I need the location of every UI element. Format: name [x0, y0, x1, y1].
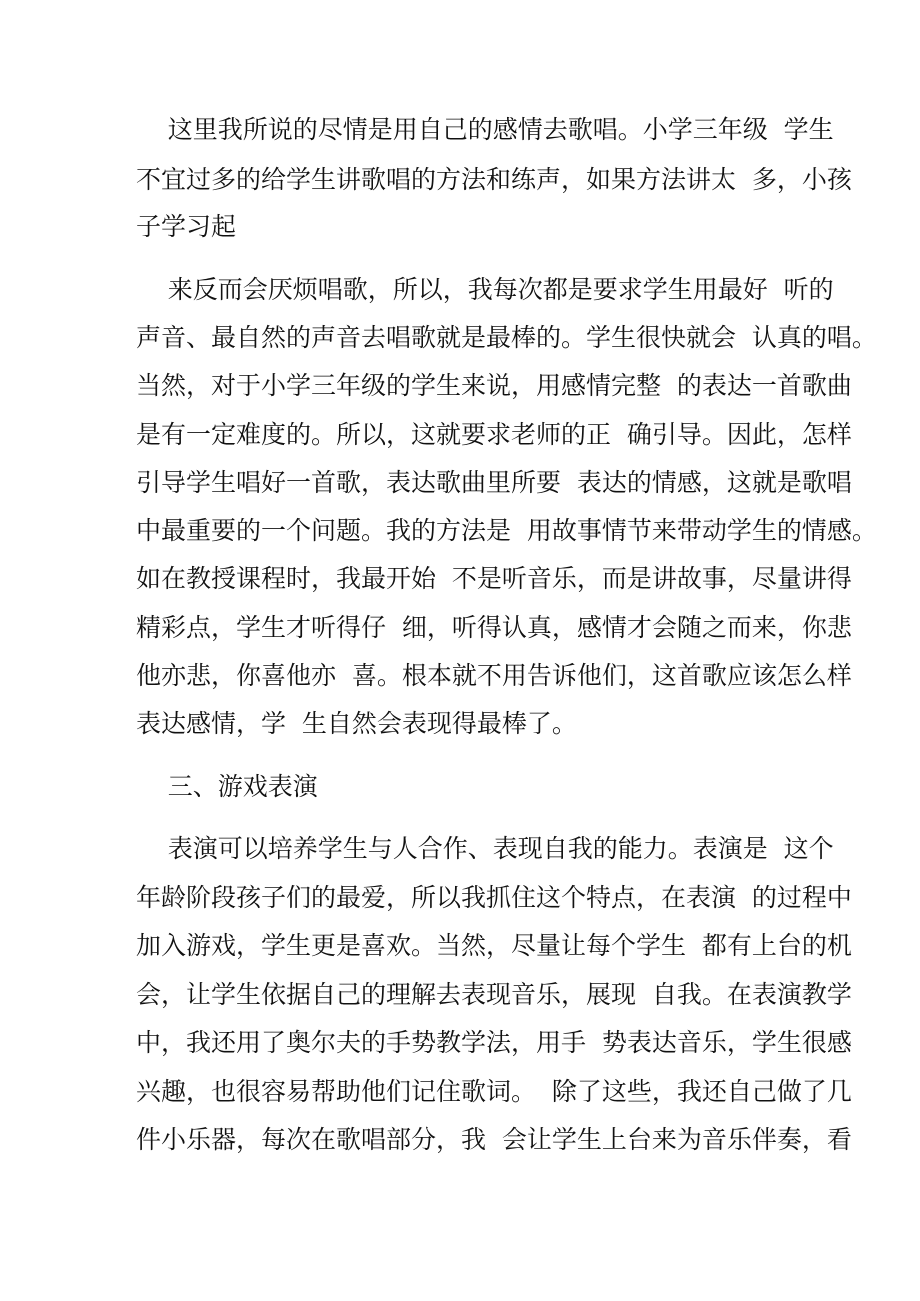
- paragraph-3-line-2: 年龄阶段孩子们的最爱，所以我抓住这个特点，在表演 的过程中: [136, 883, 852, 912]
- paragraph-2-line-5: 引导学生唱好一首歌，表达歌曲里所要 表达的情感，这就是歌唱: [136, 468, 852, 497]
- paragraph-2-line-6: 中最重要的一个问题。我的方法是 用故事情节来带动学生的情感。: [136, 516, 877, 545]
- paragraph-2-line-7: 如在教授课程时，我最开始 不是听音乐，而是讲故事，尽量讲得: [136, 564, 852, 593]
- paragraph-2-line-8: 精彩点，学生才听得仔 细，听得认真，感情才会随之而来，你悲: [136, 613, 852, 642]
- paragraph-1-line-2: 不宜过多的给学生讲歌唱的方法和练声，如果方法讲太 多，小孩: [136, 165, 852, 194]
- paragraph-3-line-6: 兴趣，也很容易帮助他们记住歌词。 除了这些，我还自己做了几: [136, 1077, 852, 1106]
- paragraph-1-line-1: 这里我所说的尽情是用自己的感情去歌唱。小学三年级 学生: [136, 115, 834, 144]
- paragraph-2-line-10: 表达感情，学 生自然会表现得最棒了。: [136, 709, 577, 738]
- section-heading: 三、游戏表演: [136, 772, 318, 801]
- paragraph-3-line-4: 会，让学生依据自己的理解去表现音乐，展现 自我。在表演教学: [136, 980, 852, 1009]
- paragraph-3-line-7: 件小乐器，每次在歌唱部分，我 会让学生上台来为音乐伴奏，看: [136, 1125, 852, 1154]
- paragraph-2-line-1: 来反而会厌烦唱歌，所以，我每次都是要求学生用最好 听的: [136, 275, 834, 304]
- paragraph-2-line-3: 当然，对于小学三年级的学生来说，用感情完整 的表达一首歌曲: [136, 371, 852, 400]
- paragraph-2-line-4: 是有一定难度的。所以，这就要求老师的正 确引导。因此，怎样: [136, 420, 852, 449]
- paragraph-3-line-3: 加入游戏，学生更是喜欢。当然，尽量让每个学生 都有上台的机: [136, 931, 852, 960]
- paragraph-2-line-2: 声音、最自然的声音去唱歌就是最棒的。学生很快就会 认真的唱。: [136, 323, 877, 352]
- paragraph-2-line-9: 他亦悲，你喜他亦 喜。根本就不用告诉他们，这首歌应该怎么样: [136, 661, 852, 690]
- paragraph-3-line-5: 中，我还用了奥尔夫的手势教学法，用手 势表达音乐，学生很感: [136, 1028, 852, 1057]
- paragraph-1-line-3: 子学习起: [136, 212, 237, 241]
- paragraph-3-line-1: 表演可以培养学生与人合作、表现自我的能力。表演是 这个: [136, 834, 834, 863]
